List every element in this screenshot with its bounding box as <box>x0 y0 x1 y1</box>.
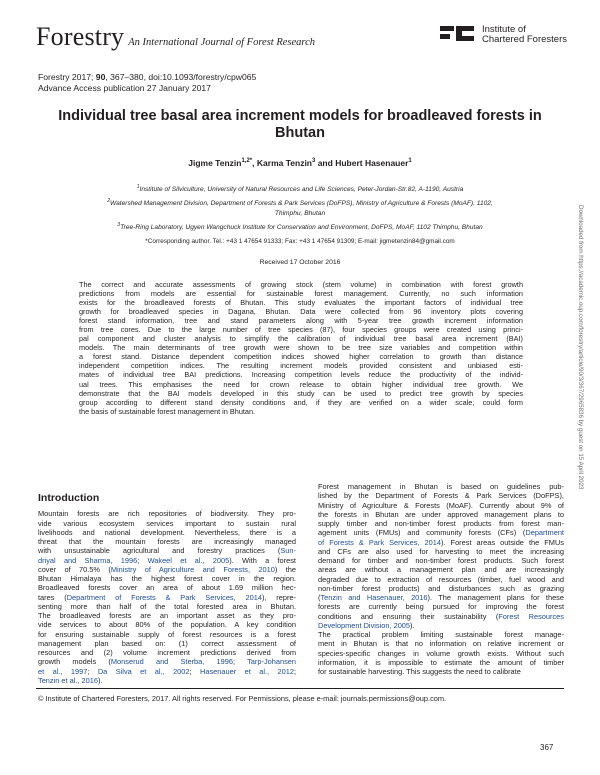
text-line <box>38 546 296 555</box>
affiliation-text: Institute of Silviculture, University of Natural Resources and Life Sciences, Peter-Jordan-Str.82, A-1190, Austria <box>139 186 464 194</box>
text-run: forests are currently being pursued for improving the forest <box>318 602 564 612</box>
publisher-name <box>482 25 567 46</box>
text-run: ). With a forest <box>229 555 296 565</box>
text-run: with unsustainable agricultural and forestry practices ( <box>38 546 281 556</box>
citation-link[interactable]: et al., 1997 <box>38 666 88 676</box>
citation-link[interactable]: Department <box>525 528 564 538</box>
journal-masthead <box>36 22 315 52</box>
publisher-line-1: Institute of <box>482 23 526 35</box>
text-run: agement units (FMUs) and community forests (CFs) ( <box>318 528 526 538</box>
advance-access-line: Advance Access publication 27 January 2017 <box>38 83 211 93</box>
author-affiliation-mark: 1,2* <box>241 158 253 165</box>
text-line <box>38 639 296 648</box>
text-line <box>306 482 564 491</box>
text-line <box>38 648 296 657</box>
text-run: non-timber forest products) and disturbances such as grazing <box>318 583 564 593</box>
text-line <box>306 593 564 602</box>
download-watermark <box>574 205 586 585</box>
text-run: ( <box>318 593 321 602</box>
text-line <box>38 556 296 565</box>
text-run: Bhutan Himalaya has the highest forest cover in the region. <box>38 574 296 583</box>
intro-paragraph <box>306 630 564 676</box>
text-run: ; <box>87 666 98 676</box>
text-run: ). <box>410 620 415 630</box>
author-separator: and <box>315 158 336 168</box>
text-run: ). Forest areas outside the FMUs <box>441 537 564 547</box>
journal-name: Forestry <box>36 22 125 51</box>
text-line <box>306 621 564 630</box>
abstract-line: a forest stand. Distance dependent competition indices showed higher correlation to growth than distance <box>79 352 523 362</box>
right-column <box>306 482 564 676</box>
text-line <box>306 602 564 611</box>
publisher-line-2: Chartered Foresters <box>482 34 568 45</box>
text-run: threat that the mountain forests are increasingly managed <box>38 537 296 546</box>
page-number: 367 <box>540 743 554 752</box>
text-line <box>306 575 564 584</box>
corresponding-author: *Corresponding author. Tel.: +43 1 47654 91333; Fax: +43 1 47654 91309; E-mail: jigmetenzin84@gmail.com <box>145 238 455 245</box>
citation-link[interactable]: Department of Forests & Park Services, 2014 <box>66 592 262 602</box>
text-line <box>306 565 564 574</box>
text-run: ; <box>293 666 297 676</box>
text-run: Forest management in Bhutan is based on guidelines pub- <box>318 482 564 491</box>
text-run: resources and (2) volume increment predictions derived from <box>38 648 296 657</box>
citation-link[interactable]: Tenzin and Hasenauer, 2016 <box>320 593 428 602</box>
text-run: lished by the Department of Forests & Park Services (DoFPS), <box>318 491 564 501</box>
text-run: ; <box>232 657 248 667</box>
text-line <box>38 519 296 528</box>
text-line <box>306 501 564 510</box>
citation-link[interactable]: Hasenauer et al., 2012 <box>200 666 294 676</box>
text-line <box>306 538 564 547</box>
citation-link[interactable]: driyal and Sharma, 1996 <box>38 555 138 565</box>
icf-logo-icon <box>440 24 476 46</box>
text-line <box>306 547 564 556</box>
text-run: The practical problem limiting sustainable forest manage- <box>318 630 564 639</box>
text-line <box>306 510 564 519</box>
text-line <box>38 676 296 685</box>
footer-divider <box>36 688 564 689</box>
affiliation-text: Tree-Ring Laboratory, Ugyen Wangchuck Institute for Conservation and Environment, DoFPS, MoAF, 1102 Thimphu, Bhutan <box>120 223 483 231</box>
abstract-line: ual trees. This emphasises the need for crown release to obtain higher individual tree growth. We <box>79 379 523 389</box>
text-run: cover of 70.5% ( <box>38 564 111 574</box>
citation-line <box>38 72 256 83</box>
section-heading-introduction: Introduction <box>38 492 100 504</box>
volume-number: 90 <box>95 72 106 82</box>
author-separator: , <box>252 158 257 168</box>
citation-text: , 367–380, doi:10.1093/forestry/cpw065 <box>105 72 257 82</box>
abstract-line: independent competition indices. The resulting increment models provided consistent and unbiased esti- <box>79 361 523 371</box>
text-line <box>38 667 296 676</box>
text-line <box>38 657 296 666</box>
text-run: vide services to about 80% of the population. A key condition <box>38 620 296 630</box>
text-run: species-specific changes in volume growth exists. Without such <box>318 648 564 658</box>
abstract-line: demonstrate that the BAI models developed in this study can be used to predict tree growth by species <box>79 388 523 398</box>
text-run: and CFs are also used for harvesting to meet the increasing <box>318 546 564 556</box>
copyright-line: © Institute of Chartered Foresters, 2017. All rights reserved. For Permissions, please e-mail: journals.permissions@oup.com. <box>38 694 447 703</box>
text-line <box>306 649 564 658</box>
affiliation-line <box>40 220 560 234</box>
text-line <box>306 630 564 639</box>
text-run: Mountain forests are rich repositories of biodiversity. They pro- <box>38 509 296 519</box>
author-name: Karma Tenzin <box>256 158 312 168</box>
abstract-line: pal component and cluster analysis to simplify the calibration of individual tree basal area increment (BAI) <box>79 334 523 344</box>
text-line <box>306 667 564 676</box>
abstract-line: group according to different stand density conditions and, if they are verified on a wider scale, could form <box>79 397 523 407</box>
affiliation-text: Watershed Management Division, Department of Forests & Park Services (DoFPS), Ministry of Agriculture & Forests (MoAF), 1102, <box>109 199 493 207</box>
citation-text: Forestry 2017; <box>38 72 96 82</box>
text-line <box>306 528 564 537</box>
author-name: Jigme Tenzin <box>188 158 242 168</box>
abstract-line: mates of individual tree BAI predictions. Increasing competition levels reduce the productivity of the individ- <box>79 370 523 380</box>
affiliations <box>40 182 560 233</box>
author-affiliation-mark: 1 <box>408 158 412 165</box>
text-line <box>306 639 564 648</box>
citation-link[interactable]: of Forests & Park Services, 2014 <box>318 537 441 547</box>
download-note: Downloaded from https://academic.oup.com/forestry/article/90/3/367/2965836 by guest on 15 April 2023 <box>577 205 584 490</box>
text-line <box>38 593 296 602</box>
citation-link[interactable]: Forest Resources <box>498 611 564 621</box>
text-line <box>38 602 296 611</box>
citation-link[interactable]: Wakeel et al., 2005 <box>147 555 230 565</box>
author-name: Hubert Hasenauer <box>335 158 409 168</box>
author-list <box>40 158 560 168</box>
author-affiliation-mark: 3 <box>312 158 316 165</box>
text-line <box>306 519 564 528</box>
citation-block <box>38 72 256 94</box>
text-line <box>38 620 296 629</box>
abstract-line: the basis of sustainable forest management in Bhutan. <box>79 406 256 416</box>
text-run: the forests in Bhutan are under approved management plans to <box>318 509 564 519</box>
text-line <box>306 658 564 667</box>
affiliation-mark: 1 <box>136 184 140 190</box>
citation-link[interactable]: Ministry of Agriculture and Forests, 2010 <box>110 564 275 574</box>
article-title: Individual tree basal area increment models for broadleaved forests in Bhutan <box>58 108 542 141</box>
text-run: ), repre- <box>261 592 296 602</box>
citation-link[interactable]: Da Silva et al., 2002 <box>97 666 190 676</box>
text-line <box>306 584 564 593</box>
affiliation-line <box>40 182 560 196</box>
intro-paragraph <box>38 509 296 685</box>
text-line <box>38 611 296 620</box>
text-run: vide various ecosystem services important to sustain rural <box>38 518 296 528</box>
text-run: areas are without a management plan and are increasingly <box>318 565 564 575</box>
text-line <box>38 565 296 574</box>
citation-link[interactable]: Tenzin et al., 2016 <box>38 675 98 685</box>
text-run: ). <box>98 675 103 685</box>
text-run: growth models ( <box>38 657 111 667</box>
abstract-line: exists for the broadleaved forests of Bhutan. This study evaluates the important factors of individual tree <box>79 298 523 308</box>
text-run: ) the <box>274 564 296 574</box>
intro-paragraph <box>306 482 564 630</box>
text-line <box>306 491 564 500</box>
affiliation-line <box>40 209 560 219</box>
text-line <box>38 537 296 546</box>
citation-link[interactable]: Monserud and Sterba, 1996 <box>110 657 233 667</box>
text-run: for sustainable harvesting. This suggests the need to calibrate <box>318 667 521 676</box>
abstract-line: growth for broadleaved species in Dagana, Bhutan. Data were collected from 96 inventory plots covering <box>79 307 523 317</box>
text-run: demand for timber and non-timber forest products. Such forest <box>318 556 564 565</box>
abstract-line: forest stand information, tree and stand parameters along with 5-year tree growth increment information <box>79 316 523 326</box>
citation-link[interactable]: Sun- <box>280 546 296 556</box>
text-run: conditions and ensuring their sustainability ( <box>318 611 499 621</box>
text-line <box>38 630 296 639</box>
text-run: Ministry of Agriculture & Forests (MoAF). Currently about 9% of <box>318 500 564 510</box>
text-run: ment in Bhutan is that no information on relative increment or <box>318 639 564 649</box>
text-run: management plan based on: (1) correct assessment of <box>38 638 296 648</box>
affiliation-line <box>40 196 560 210</box>
text-line <box>306 556 564 565</box>
received-date: Received 17 October 2016 <box>259 259 341 266</box>
journal-subtitle: An International Journal of Forest Research <box>128 37 315 48</box>
abstract <box>79 280 523 416</box>
text-run: livelihoods and national development. Nevertheless, there is a <box>38 527 296 537</box>
text-line <box>38 574 296 583</box>
text-run: for ensuring sustainable supply of forest resources is a forest <box>38 629 296 639</box>
abstract-line: The correct and accurate assessments of growing stock (stem volume) in combination with forest growth <box>79 280 523 289</box>
publisher-logo <box>440 24 567 46</box>
text-run: Broadleaved forests cover an area of about 1.69 million hec- <box>38 583 296 593</box>
text-line <box>38 583 296 592</box>
affiliation-text: Thimphu, Bhutan <box>274 210 326 218</box>
citation-link[interactable]: Development Division, 2005 <box>318 620 411 630</box>
affiliation-mark: 2 <box>107 197 110 204</box>
text-line <box>306 612 564 621</box>
text-run: ). The management plans for these <box>427 593 564 602</box>
text-run: information, it is impossible to estimate the amount of timber <box>318 657 564 667</box>
text-run: ; <box>189 666 201 676</box>
text-run: ; <box>137 555 148 565</box>
text-run: The broadleaved forests are an important asset as they pro- <box>38 611 296 620</box>
text-run: tares ( <box>38 592 67 602</box>
abstract-line: from tree cores. Due to the large number of tree species (87), four species groups were created using princi- <box>79 325 523 335</box>
affiliation-mark: 3 <box>117 221 121 228</box>
text-run: senting more than half of the total forested area in Bhutan. <box>38 601 296 611</box>
text-run: degraded due to extraction of resources (timber, fuel wood and <box>318 574 564 584</box>
text-line <box>38 509 296 518</box>
abstract-line: models. The main determinants of tree growth were shown to be tree size variables and competition within <box>79 343 523 353</box>
text-line <box>38 528 296 537</box>
abstract-line: predictions from models are essential for sustainable forest management. Currently, no such information <box>79 289 523 299</box>
text-run: supply timber and non-timber forest products from forest man- <box>318 519 564 528</box>
left-column <box>38 494 296 685</box>
citation-link[interactable]: Tarp-Johansen <box>247 657 296 667</box>
